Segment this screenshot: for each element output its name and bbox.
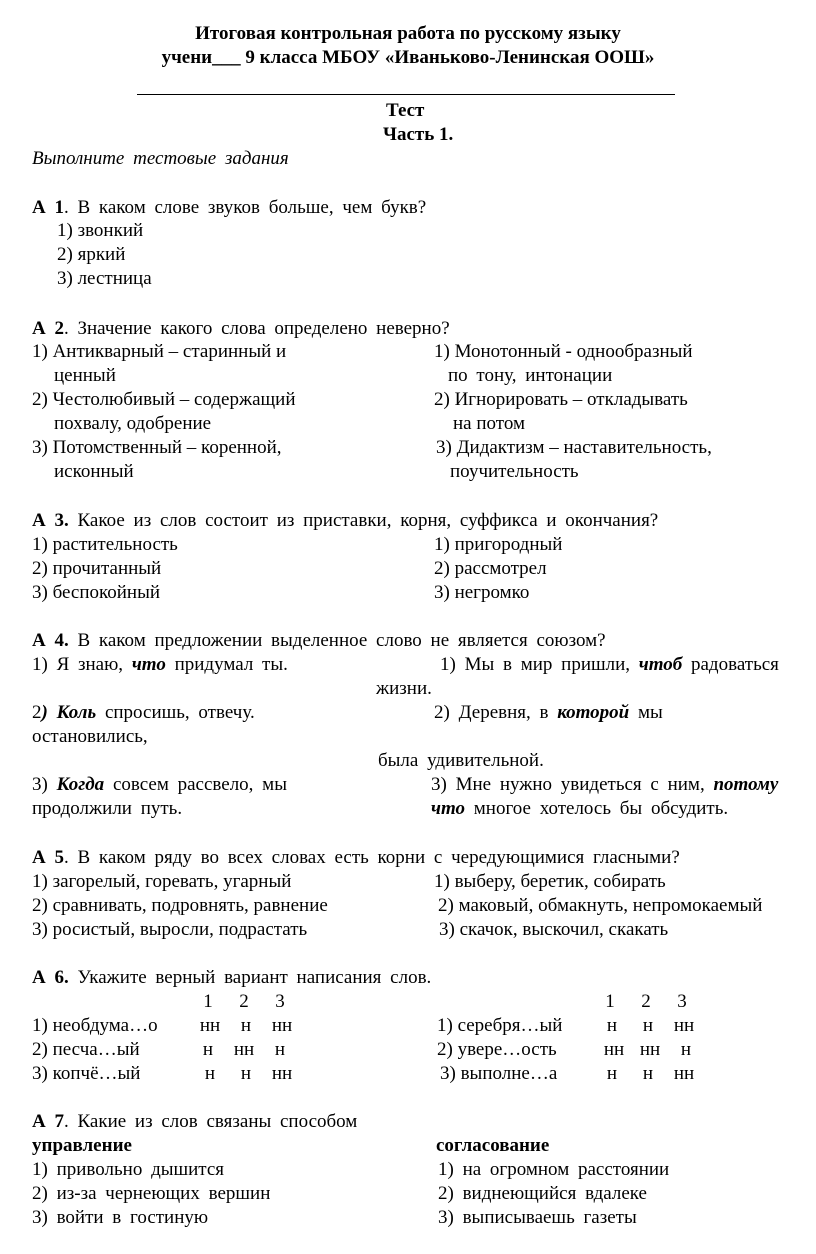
option-a5-right-3: 3) скачок, выскочил, скакать	[439, 919, 669, 940]
option-text: 3)	[32, 774, 57, 795]
variant: н	[642, 1015, 654, 1036]
question-label: А 6.	[32, 967, 69, 988]
question-text: В каком предложении выделенное слово не является союзом?	[68, 630, 606, 651]
variant: н	[204, 1063, 216, 1084]
question-text: . Какие из слов связаны способом	[63, 1111, 358, 1132]
a6-left-2-variants	[190, 1038, 298, 1062]
highlighted-word: потому	[713, 774, 779, 795]
variant: н	[202, 1039, 214, 1060]
option-a7-left-2: 2) из-за чернеющих вершин	[32, 1183, 271, 1204]
highlighted-word: чтоб	[638, 654, 683, 675]
document-subtitle: учени___ 9 класса МБОУ «Иваньково-Ленинская ООШ»	[161, 47, 655, 68]
option-a6-right-1: 1) серебря…ый	[437, 1015, 563, 1036]
option-a2-right-3-cont: поучительность	[450, 461, 579, 482]
document-title: Итоговая контрольная работа по русскому языку	[195, 23, 621, 44]
question-a2	[32, 317, 450, 341]
option-text: 3) Мне нужно увидеться с ним,	[431, 774, 714, 795]
variant: нн	[199, 1015, 221, 1036]
option-a4-left-1	[32, 653, 288, 677]
variant: н	[240, 1015, 252, 1036]
question-a4	[32, 629, 606, 653]
option-a7-left-3: 3) войти в гостиную	[32, 1207, 209, 1228]
option-a2-left-2-cont: похвалу, одобрение	[54, 413, 212, 434]
question-text: . В каком слове звуков больше, чем букв?	[63, 197, 427, 218]
a6-right-3-variants	[594, 1062, 702, 1086]
option-a2-right-1: 1) Монотонный - однообразный	[434, 341, 693, 362]
option-a4-right-3-cont	[431, 797, 728, 821]
option-a3-left-1: 1) растительность	[32, 534, 178, 555]
option-a4-right-1-cont: жизни.	[376, 678, 432, 699]
option-a7-right-2: 2) виднеющийся вдалеке	[438, 1183, 647, 1204]
question-label: А 7	[32, 1111, 64, 1132]
variant: н	[274, 1039, 286, 1060]
option-a4-left-3	[32, 773, 287, 797]
option-a6-left-3: 3) копчё…ый	[32, 1063, 141, 1084]
option-text: 2	[32, 702, 42, 723]
question-label: А 1	[32, 197, 64, 218]
question-text: . В каком ряду во всех словах есть корни с чередующимися гласными?	[63, 847, 680, 868]
option-a7-right-1: 1) на огромном расстоянии	[438, 1159, 670, 1180]
option-a6-right-3: 3) выполне…а	[440, 1063, 558, 1084]
option-a2-left-1-cont: ценный	[54, 365, 116, 386]
option-text: придумал ты.	[165, 654, 288, 675]
highlighted-word: ) Коль	[41, 702, 97, 723]
question-a5	[32, 846, 680, 870]
question-text: Укажите верный вариант написания слов.	[68, 967, 432, 988]
option-a4-left-2-cont: остановились,	[32, 726, 148, 747]
highlighted-word: Когда	[56, 774, 105, 795]
option-a3-left-2: 2) прочитанный	[32, 558, 162, 579]
option-a2-right-2: 2) Игнорировать – откладывать	[434, 389, 688, 410]
option-a4-right-3	[431, 773, 778, 797]
header-divider	[137, 94, 675, 95]
variant: н	[642, 1063, 654, 1084]
option-text: спросишь, отвечу.	[96, 702, 255, 723]
question-label: А 2	[32, 318, 64, 339]
variant: нн	[673, 1063, 695, 1084]
option-a7-right-3: 3) выписываешь газеты	[438, 1207, 637, 1228]
highlighted-word: что	[431, 798, 466, 819]
option-a6-right-2: 2) увере…ость	[437, 1039, 557, 1060]
highlighted-word: которой	[557, 702, 630, 723]
variant: н	[606, 1063, 618, 1084]
variant: н	[240, 1063, 252, 1084]
option-a3-right-2: 2) рассмотрел	[434, 558, 547, 579]
option-a4-right-1	[440, 653, 779, 677]
option-a1-3: 3) лестница	[57, 268, 152, 289]
option-a3-left-3: 3) беспокойный	[32, 582, 161, 603]
option-a5-right-1: 1) выберу, беретик, собирать	[434, 871, 666, 892]
a6-left-3-variants	[192, 1062, 300, 1086]
a6-left-column-headers	[190, 990, 298, 1014]
option-a5-left-3: 3) росистый, выросли, подрастать	[32, 919, 308, 940]
question-label: А 3.	[32, 510, 69, 531]
option-a6-left-2: 2) песча…ый	[32, 1039, 140, 1060]
variant: н	[680, 1039, 692, 1060]
column-header: 3	[275, 991, 285, 1012]
option-text: совсем рассвело, мы	[104, 774, 287, 795]
option-a2-left-1: 1) Антикварный – старинный и	[32, 341, 287, 362]
part-heading: Часть 1.	[383, 124, 454, 145]
a7-right-heading: согласование	[436, 1135, 550, 1156]
option-a3-right-3: 3) негромко	[434, 582, 530, 603]
variant: н	[606, 1015, 618, 1036]
option-a5-right-2: 2) маковый, обмакнуть, непромокаемый	[438, 895, 763, 916]
question-a1	[32, 196, 426, 220]
question-label: А 5	[32, 847, 64, 868]
option-text: 1) Я знаю,	[32, 654, 132, 675]
a6-right-1-variants	[594, 1014, 702, 1038]
variant: нн	[639, 1039, 661, 1060]
a6-right-column-headers	[592, 990, 700, 1014]
variant: нн	[673, 1015, 695, 1036]
option-a4-right-2	[434, 701, 663, 725]
option-text: 2) Деревня, в	[434, 702, 558, 723]
option-a5-left-1: 1) загорелый, горевать, угарный	[32, 871, 292, 892]
instruction-text: Выполните тестовые задания	[32, 148, 289, 169]
option-a2-right-1-cont: по тону, интонации	[448, 365, 613, 386]
column-header: 1	[203, 991, 213, 1012]
option-a1-2: 2) яркий	[57, 244, 126, 265]
column-header: 3	[677, 991, 687, 1012]
a6-right-2-variants	[596, 1038, 704, 1062]
option-a7-left-1: 1) привольно дышится	[32, 1159, 225, 1180]
option-a4-right-2-cont: была удивительной.	[378, 750, 544, 771]
question-text: Какое из слов состоит из приставки, корня, суффикса и окончания?	[68, 510, 659, 531]
variant: нн	[233, 1039, 255, 1060]
option-a2-left-3: 3) Потомственный – коренной,	[32, 437, 282, 458]
option-text: многое хотелось бы обсудить.	[465, 798, 729, 819]
question-a7	[32, 1110, 357, 1134]
option-a6-left-1: 1) необдума…о	[32, 1015, 158, 1036]
a7-left-heading: управление	[32, 1135, 132, 1156]
variant: нн	[271, 1063, 293, 1084]
question-label: А 4.	[32, 630, 69, 651]
variant: нн	[603, 1039, 625, 1060]
option-a2-left-3-cont: исконный	[54, 461, 134, 482]
option-text: мы	[629, 702, 663, 723]
option-a1-1: 1) звонкий	[57, 220, 144, 241]
option-a2-right-2-cont: на потом	[453, 413, 525, 434]
column-header: 2	[641, 991, 651, 1012]
highlighted-word: что	[131, 654, 166, 675]
column-header: 2	[239, 991, 249, 1012]
option-a5-left-2: 2) сравнивать, подровнять, равнение	[32, 895, 328, 916]
test-heading: Тест	[386, 100, 425, 121]
question-a3	[32, 509, 658, 533]
option-a4-left-3-cont: продолжили путь.	[32, 798, 183, 819]
option-a2-right-3: 3) Дидактизм – наставительность,	[436, 437, 712, 458]
option-text: радоваться	[682, 654, 779, 675]
question-a6	[32, 966, 431, 990]
option-text: 1) Мы в мир пришли,	[440, 654, 639, 675]
option-a3-right-1: 1) пригородный	[434, 534, 563, 555]
variant: нн	[271, 1015, 293, 1036]
option-a4-left-2	[32, 701, 255, 725]
option-a2-left-2: 2) Честолюбивый – содержащий	[32, 389, 296, 410]
column-header: 1	[605, 991, 615, 1012]
question-text: . Значение какого слова определено неверно?	[63, 318, 450, 339]
a6-left-1-variants	[192, 1014, 300, 1038]
